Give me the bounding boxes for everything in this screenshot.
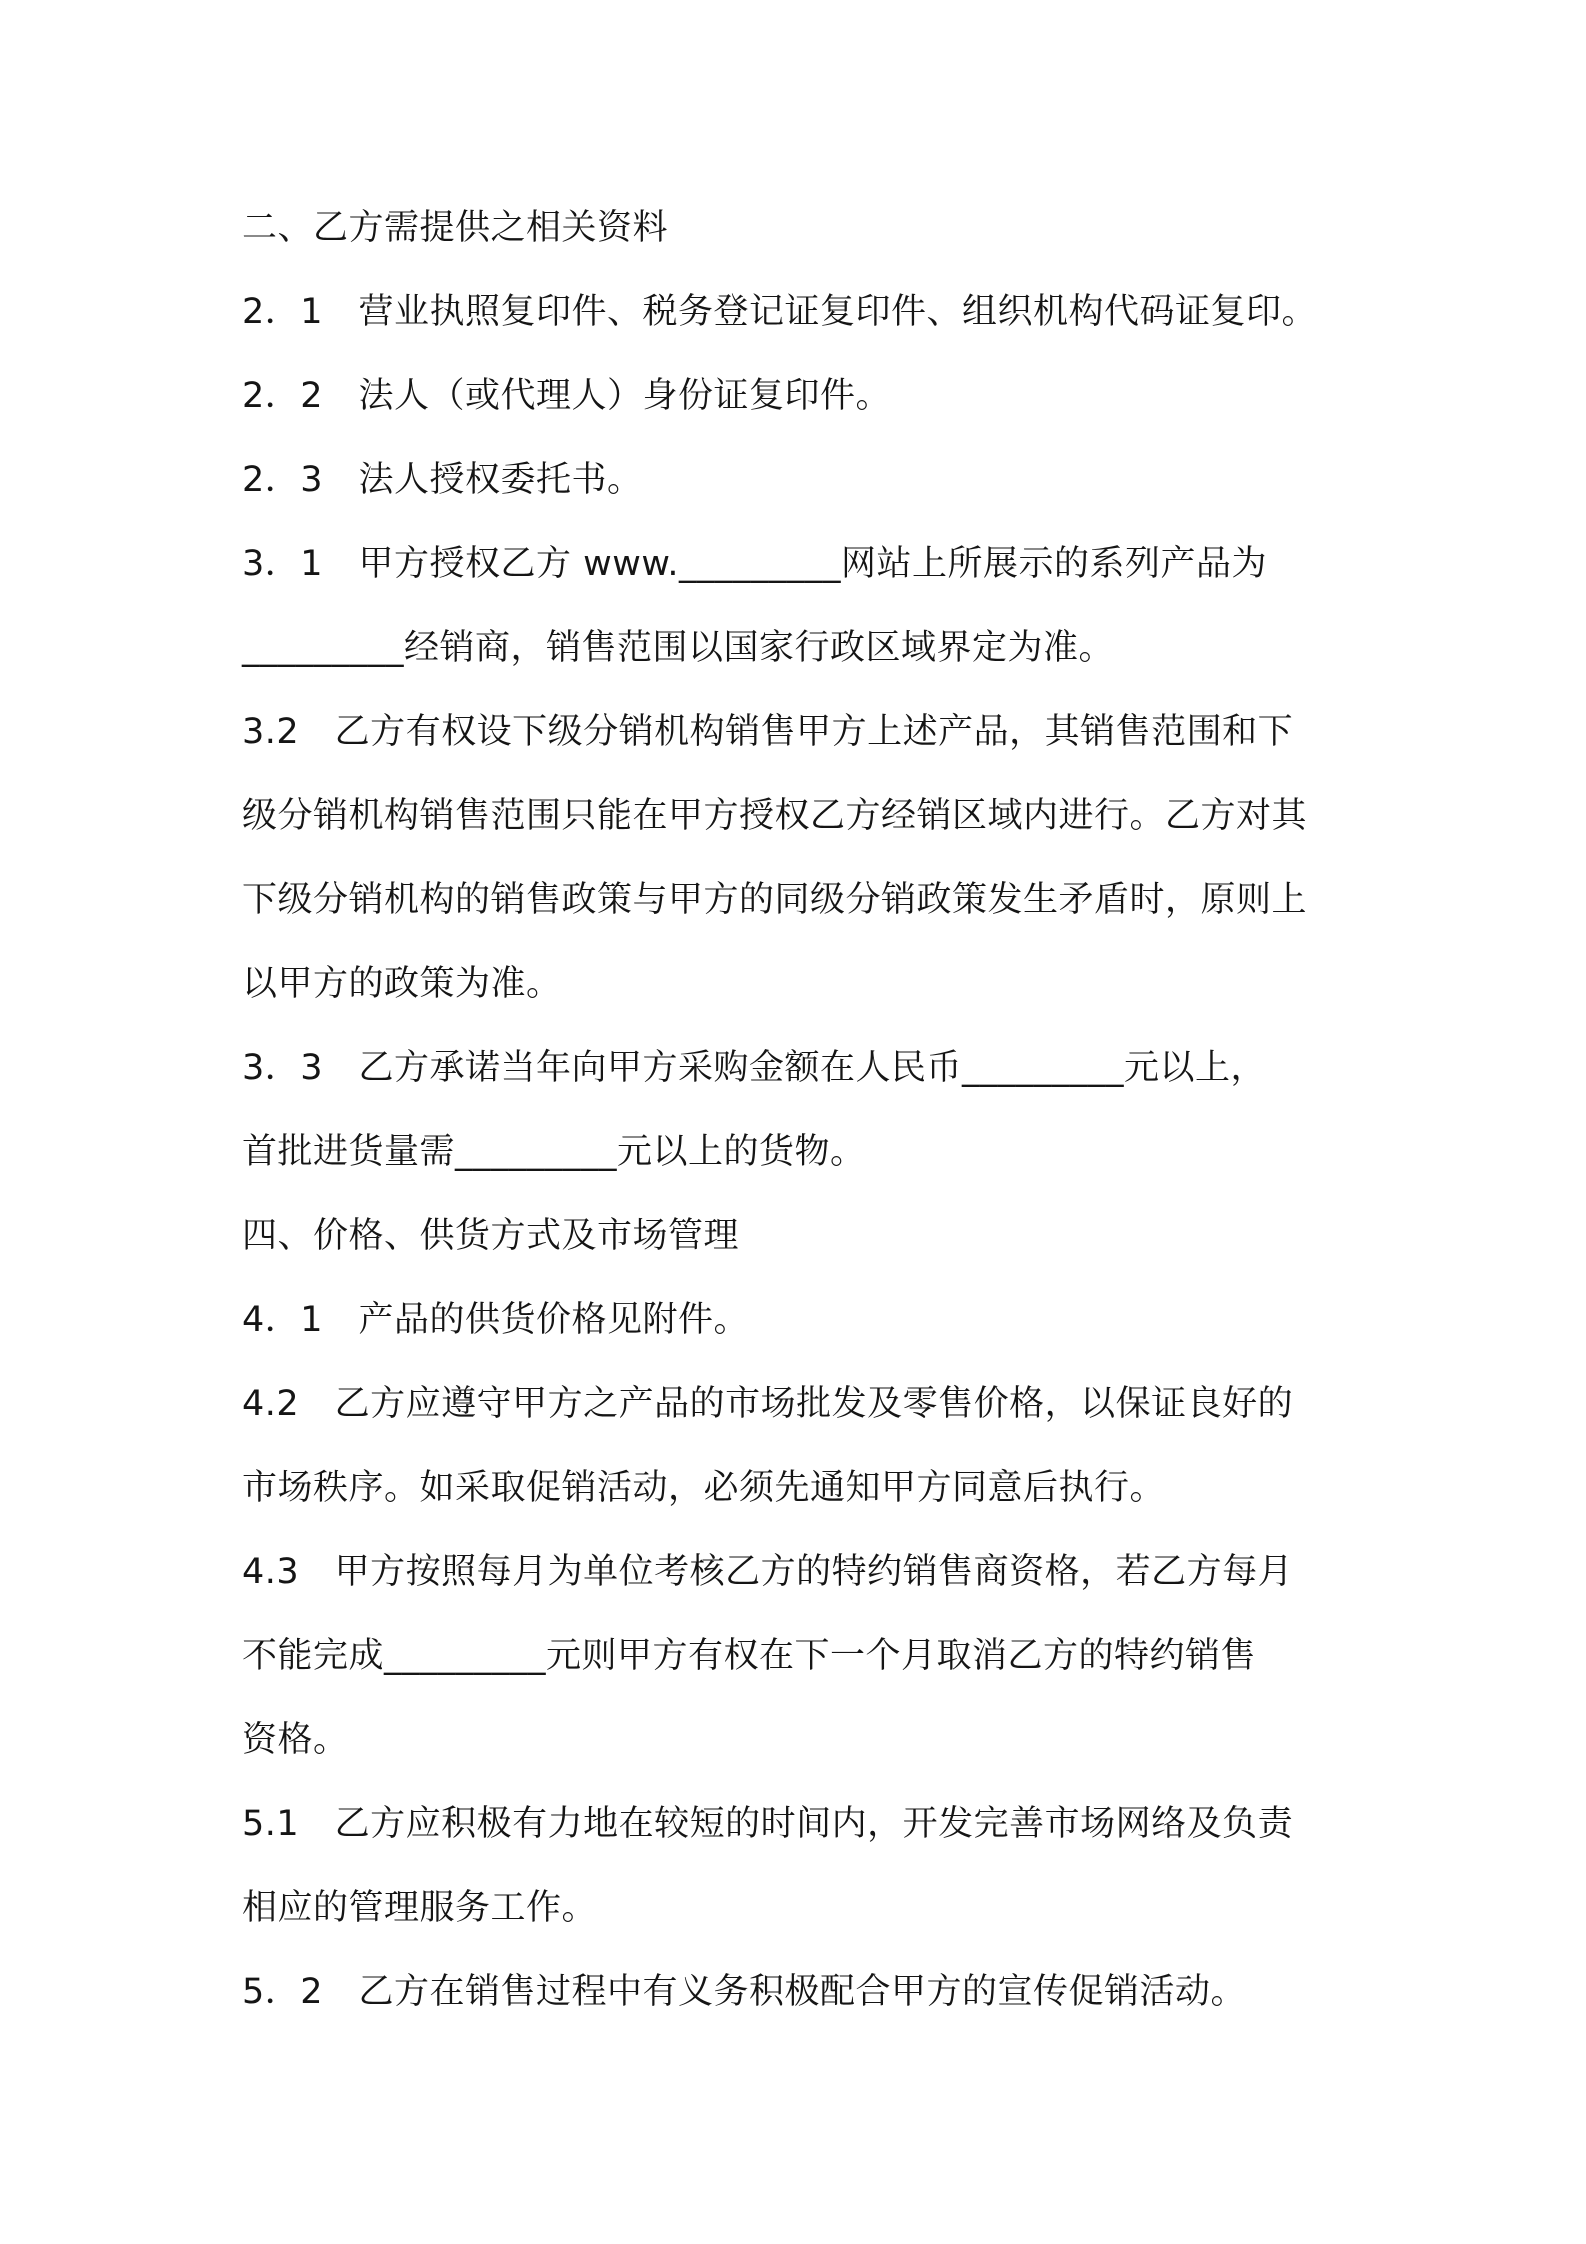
clause-5-1: 5.1 乙方应积极有力地在较短的时间内，开发完善市场网络及负责: [242, 1804, 1294, 1844]
clause-4-2-cont: 市场秩序。如采取促销活动，必须先通知甲方同意后执行。: [242, 1468, 1166, 1508]
clause-4-1: 4．1 产品的供货价格见附件。: [242, 1300, 750, 1340]
clause-3-1-cont: _________经销商，销售范围以国家行政区域界定为准。: [242, 628, 1115, 668]
clause-2-1: 2．1 营业执照复印件、税务登记证复印件、组织机构代码证复印。: [242, 292, 1318, 332]
clause-2-2: 2．2 法人（或代理人）身份证复印件。: [242, 376, 892, 416]
clause-2-3: 2．3 法人授权委托书。: [242, 460, 643, 500]
clause-3-3: 3．3 乙方承诺当年向甲方采购金额在人民币_________元以上，: [242, 1048, 1267, 1088]
clause-5-2: 5．2 乙方在销售过程中有义务积极配合甲方的宣传促销活动。: [242, 1972, 1247, 2012]
clause-3-2-cont-2: 下级分销机构的销售政策与甲方的同级分销政策发生矛盾时，原则上: [242, 880, 1308, 920]
clause-4-2: 4.2 乙方应遵守甲方之产品的市场批发及零售价格，以保证良好的: [242, 1384, 1294, 1424]
clause-3-2: 3.2 乙方有权设下级分销机构销售甲方上述产品，其销售范围和下: [242, 712, 1294, 752]
clause-3-2-cont-3: 以甲方的政策为准。: [242, 964, 562, 1004]
clause-4-3-cont-1: 不能完成_________元则甲方有权在下一个月取消乙方的特约销售: [242, 1636, 1257, 1676]
section-heading-4: 四、价格、供货方式及市场管理: [242, 1216, 740, 1256]
clause-3-1: 3．1 甲方授权乙方 www._________网站上所展示的系列产品为: [242, 544, 1267, 584]
clause-3-3-cont: 首批进货量需_________元以上的货物。: [242, 1132, 866, 1172]
section-heading-2: 二、乙方需提供之相关资料: [242, 208, 669, 248]
clause-3-2-cont-1: 级分销机构销售范围只能在甲方授权乙方经销区域内进行。乙方对其: [242, 796, 1308, 836]
clause-4-3-cont-2: 资格。: [242, 1720, 349, 1760]
clause-4-3: 4.3 甲方按照每月为单位考核乙方的特约销售商资格，若乙方每月: [242, 1552, 1294, 1592]
clause-5-1-cont: 相应的管理服务工作。: [242, 1888, 598, 1928]
